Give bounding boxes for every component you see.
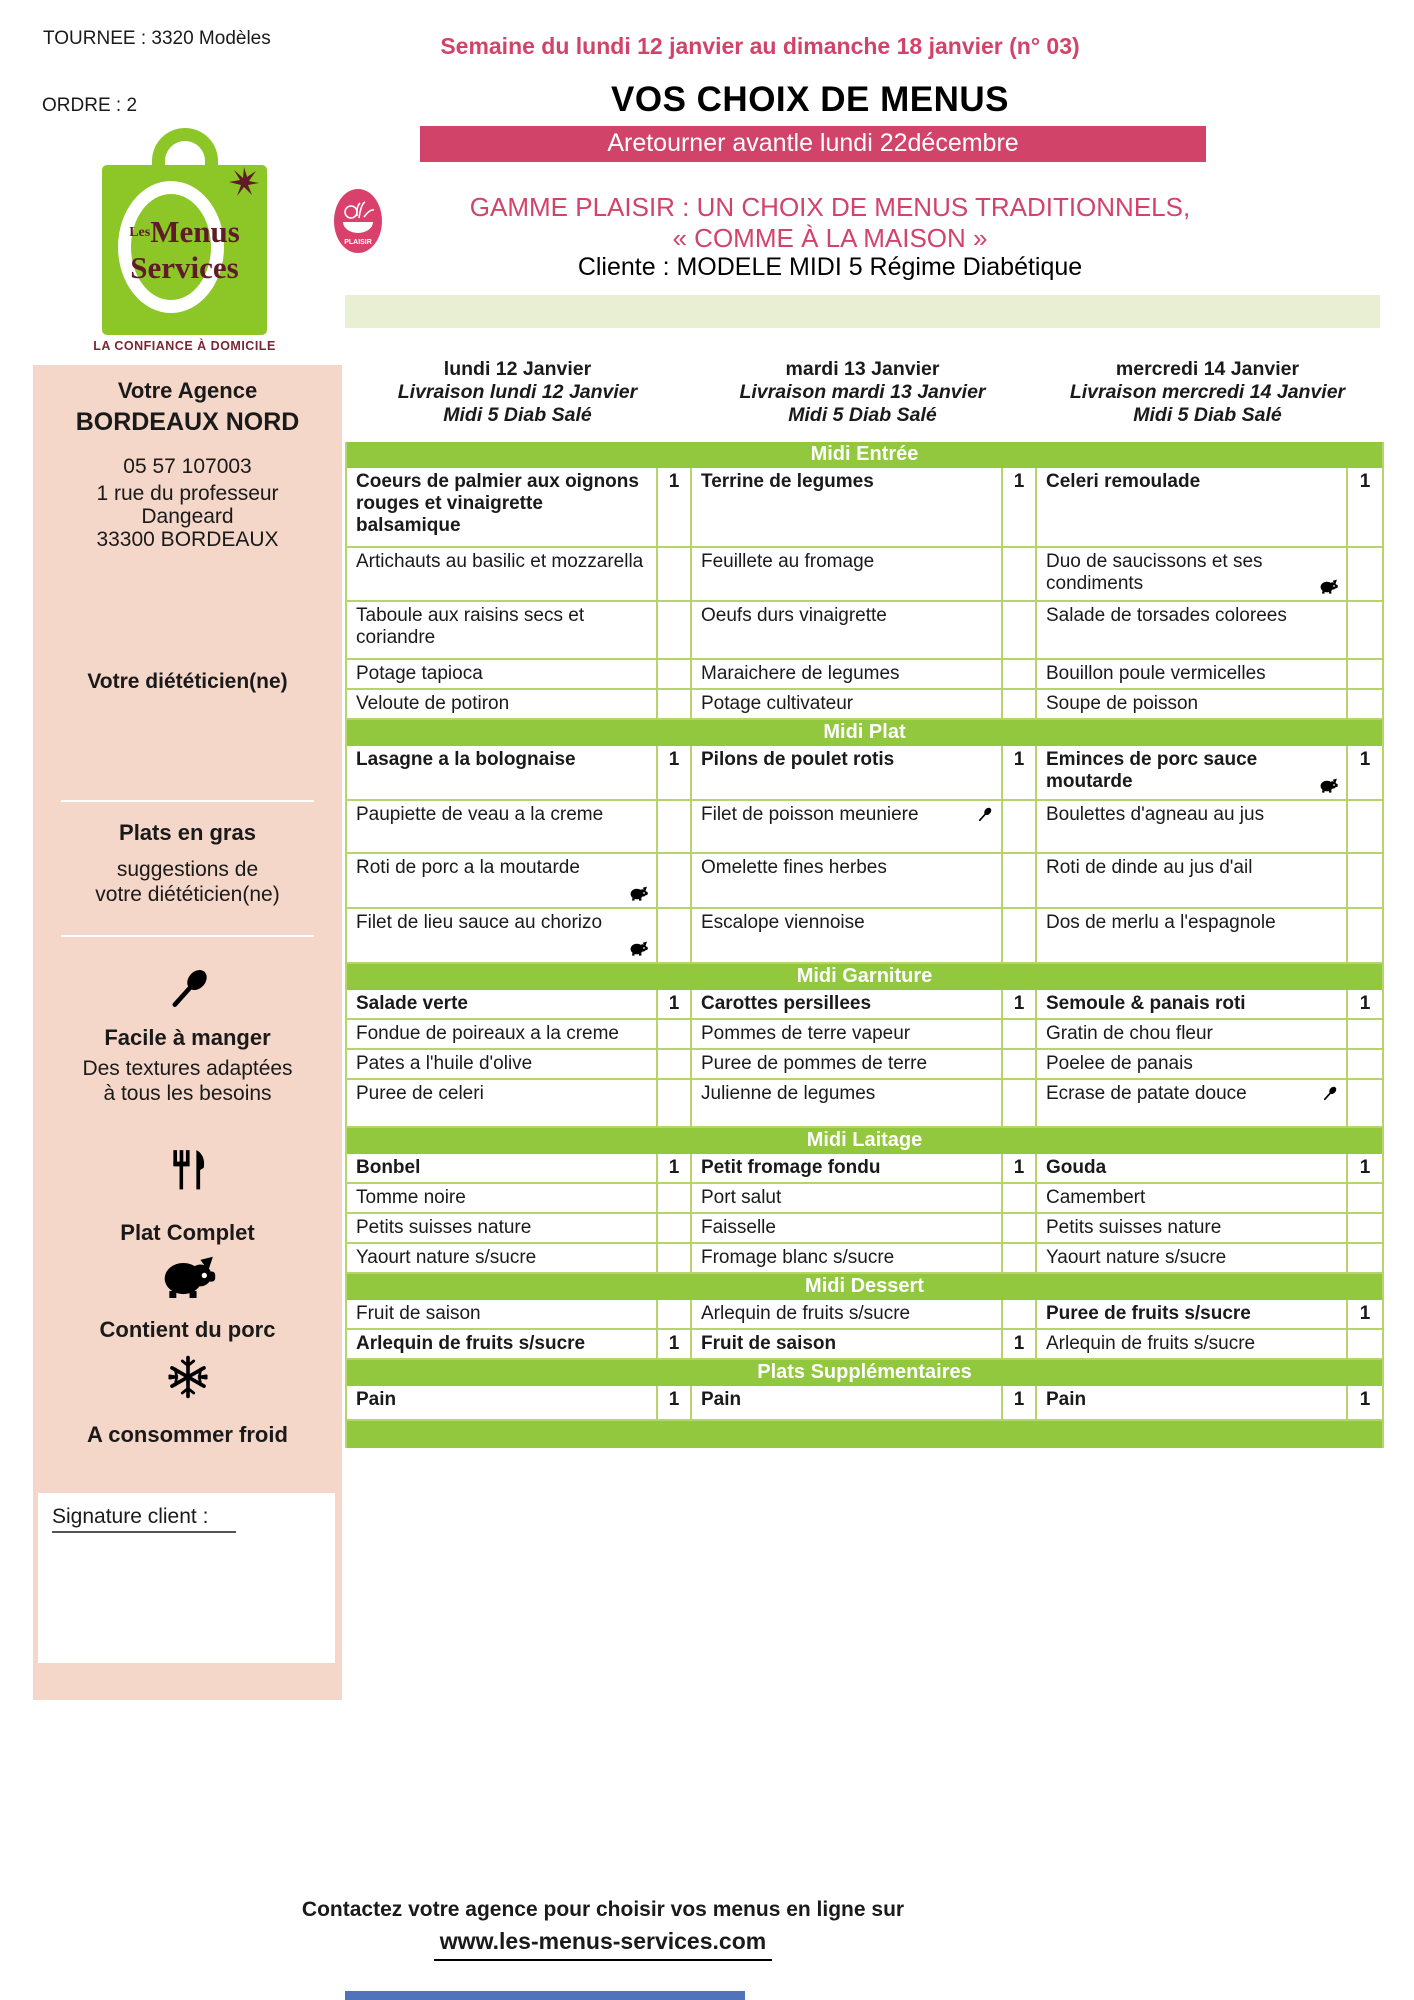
dietician-label: Votre diététicien(ne) bbox=[87, 670, 288, 693]
menu-item-cell bbox=[692, 990, 1003, 1018]
menu-item-text: Poelee de panais bbox=[1046, 1053, 1193, 1074]
fork-knife-icon bbox=[33, 1147, 342, 1193]
menu-row bbox=[347, 1020, 1382, 1050]
menu-item-cell bbox=[1037, 660, 1348, 688]
day-column-headers bbox=[345, 358, 1380, 427]
menu-item-text: Julienne de legumes bbox=[701, 1083, 876, 1104]
menu-item-text: Petits suisses nature bbox=[1046, 1217, 1222, 1238]
menu-item-cell bbox=[347, 1214, 658, 1242]
menu-item-cell bbox=[347, 1330, 658, 1358]
quantity-cell bbox=[658, 690, 692, 718]
menu-item-text: Lasagne a la bolognaise bbox=[356, 749, 576, 770]
gamme-title-line1: GAMME PLAISIR : UN CHOIX DE MENUS TRADITIONNELS, bbox=[469, 192, 1191, 222]
menu-item-text: Pates a l'huile d'olive bbox=[356, 1053, 533, 1074]
menu-item-cell bbox=[692, 1244, 1003, 1272]
menu-item-text: Oeufs durs vinaigrette bbox=[701, 605, 887, 626]
menu-item-cell bbox=[692, 660, 1003, 688]
quantity-cell bbox=[1003, 602, 1037, 658]
quantity-cell: 1 bbox=[1003, 990, 1037, 1018]
easy-eat-sub1: Des textures adaptées bbox=[82, 1057, 293, 1080]
menu-type-label: Midi 5 Diab Salé bbox=[788, 404, 937, 426]
menu-item-text: Terrine de legumes bbox=[701, 471, 874, 492]
menu-item-text: Artichauts au basilic et mozzarella bbox=[356, 551, 644, 572]
quantity-cell bbox=[1003, 1020, 1037, 1048]
menu-item-cell bbox=[347, 990, 658, 1018]
return-deadline-banner: Aretourner avantle lundi 22décembre bbox=[420, 126, 1206, 162]
menu-item-text: Pilons de poulet rotis bbox=[701, 749, 895, 770]
footer-website bbox=[250, 1928, 956, 1961]
quantity-cell bbox=[1003, 909, 1037, 962]
menu-item-text: Dos de merlu a l'espagnole bbox=[1046, 912, 1276, 933]
menu-item-text: Maraichere de legumes bbox=[701, 663, 900, 684]
menu-row bbox=[347, 1244, 1382, 1274]
menu-item-cell bbox=[692, 746, 1003, 799]
logo-tagline: LA CONFIANCE À DOMICILE bbox=[93, 339, 276, 353]
bottom-blue-bar bbox=[345, 1991, 745, 2000]
menu-row bbox=[347, 1300, 1382, 1330]
quantity-cell bbox=[1003, 1300, 1037, 1328]
section-band: Midi Entrée bbox=[347, 442, 1382, 468]
menu-item-cell bbox=[1037, 548, 1348, 600]
quantity-cell bbox=[1348, 801, 1382, 852]
menu-row bbox=[347, 801, 1382, 854]
menu-row bbox=[347, 990, 1382, 1020]
menu-item-cell bbox=[1037, 1330, 1348, 1358]
menu-item-text: Filet de lieu sauce au chorizo bbox=[356, 912, 603, 933]
menu-item-cell bbox=[347, 548, 658, 600]
menu-row bbox=[347, 548, 1382, 602]
menu-item-text: Filet de poisson meuniere bbox=[701, 804, 919, 825]
quantity-cell bbox=[1348, 548, 1382, 600]
consume-cold-title: A consommer froid bbox=[87, 1422, 288, 1447]
quantity-cell bbox=[1348, 1050, 1382, 1078]
menu-item-text: Boulettes d'agneau au jus bbox=[1046, 804, 1265, 825]
quantity-cell bbox=[1348, 1244, 1382, 1272]
menu-item-text: Petits suisses nature bbox=[356, 1217, 532, 1238]
quantity-cell: 1 bbox=[1003, 1386, 1037, 1419]
quantity-cell: 1 bbox=[658, 1330, 692, 1358]
menu-item-cell bbox=[347, 1184, 658, 1212]
menu-item-text: Semoule & panais roti bbox=[1046, 993, 1246, 1014]
pale-green-band bbox=[345, 295, 1380, 328]
menu-item-text: Arlequin de fruits s/sucre bbox=[1046, 1333, 1256, 1354]
menu-row bbox=[347, 1184, 1382, 1214]
complete-dish-title: Plat Complet bbox=[120, 1220, 255, 1245]
quantity-cell bbox=[1003, 1050, 1037, 1078]
menu-item-cell bbox=[1037, 1080, 1348, 1126]
quantity-cell: 1 bbox=[1003, 1330, 1037, 1358]
quantity-cell bbox=[658, 1080, 692, 1126]
quantity-cell: 1 bbox=[1003, 468, 1037, 546]
menu-item-text: Fruit de saison bbox=[356, 1303, 481, 1324]
menu-item-text: Port salut bbox=[701, 1187, 782, 1208]
menu-item-cell bbox=[347, 854, 658, 907]
menu-item-cell bbox=[1037, 468, 1348, 546]
menu-row bbox=[347, 1050, 1382, 1080]
menu-row bbox=[347, 1386, 1382, 1421]
menu-item-text: Taboule aux raisins secs et coriandre bbox=[356, 605, 585, 648]
menu-item-text: Yaourt nature s/sucre bbox=[1046, 1247, 1227, 1268]
agency-address-line3: 33300 BORDEAUX bbox=[96, 528, 279, 551]
day-column-header bbox=[690, 358, 1035, 427]
quantity-cell bbox=[1003, 854, 1037, 907]
bag-icon bbox=[102, 165, 267, 335]
quantity-cell bbox=[1003, 1244, 1037, 1272]
menu-item-cell bbox=[692, 909, 1003, 962]
menu-item-cell bbox=[1037, 1300, 1348, 1328]
menu-item-text: Coeurs de palmier aux oignons rouges et vinaigrette balsamique bbox=[356, 471, 639, 536]
menu-item-text: Arlequin de fruits s/sucre bbox=[356, 1333, 586, 1354]
quantity-cell bbox=[658, 1050, 692, 1078]
section-band: Plats Supplémentaires bbox=[347, 1360, 1382, 1386]
quantity-cell bbox=[658, 854, 692, 907]
quantity-cell bbox=[1348, 909, 1382, 962]
quantity-cell bbox=[1348, 1330, 1382, 1358]
menu-item-text: Pain bbox=[356, 1389, 397, 1410]
menu-item-cell bbox=[692, 1214, 1003, 1242]
menu-row bbox=[347, 468, 1382, 548]
quantity-cell bbox=[1003, 801, 1037, 852]
quantity-cell bbox=[1003, 690, 1037, 718]
menu-item-cell bbox=[692, 1080, 1003, 1126]
menu-item-text: Soupe de poisson bbox=[1046, 693, 1199, 714]
agency-address-line1: 1 rue du professeur bbox=[96, 482, 279, 505]
quantity-cell: 1 bbox=[1003, 746, 1037, 799]
easy-eat-title: Facile à manger bbox=[104, 1025, 271, 1050]
menu-item-cell bbox=[347, 1300, 658, 1328]
menu-item-text: Puree de pommes de terre bbox=[701, 1053, 928, 1074]
quantity-cell bbox=[1348, 602, 1382, 658]
menu-item-text: Omelette fines herbes bbox=[701, 857, 887, 878]
quantity-cell bbox=[1003, 1214, 1037, 1242]
menu-row bbox=[347, 660, 1382, 690]
quantity-cell: 1 bbox=[1359, 471, 1371, 492]
quantity-cell bbox=[1348, 660, 1382, 688]
quantity-cell: 1 bbox=[1359, 1389, 1371, 1410]
menu-item-cell bbox=[1037, 690, 1348, 718]
menu-item-text: Feuillete au fromage bbox=[701, 551, 875, 572]
section-band: Midi Garniture bbox=[347, 964, 1382, 990]
delivery-label: Livraison mardi 13 Janvier bbox=[739, 381, 986, 403]
star-icon bbox=[229, 167, 259, 197]
agency-address-line2: Dangeard bbox=[141, 505, 234, 528]
client-line: Cliente : MODELE MIDI 5 Régime Diabétique bbox=[577, 253, 1083, 281]
menu-item-cell bbox=[1037, 1386, 1348, 1419]
menu-item-text: Paupiette de veau a la creme bbox=[356, 804, 604, 825]
menu-item-cell bbox=[1037, 1050, 1348, 1078]
spoon-icon bbox=[976, 804, 993, 849]
menu-item-cell bbox=[1037, 909, 1348, 962]
quantity-cell: 1 bbox=[1359, 993, 1371, 1014]
pig-icon bbox=[629, 912, 648, 959]
menu-item-text: Ecrase de patate douce bbox=[1046, 1083, 1247, 1104]
agency-sidebar bbox=[33, 365, 342, 1700]
quantity-cell bbox=[1348, 854, 1382, 907]
menu-row bbox=[347, 1330, 1382, 1360]
menu-item-text: Bonbel bbox=[356, 1157, 421, 1178]
menu-item-text: Fruit de saison bbox=[701, 1333, 837, 1354]
divider bbox=[61, 935, 314, 937]
quantity-cell bbox=[1003, 1080, 1037, 1126]
quantity-cell bbox=[658, 909, 692, 962]
menu-row bbox=[347, 746, 1382, 801]
day-label: mercredi 14 Janvier bbox=[1115, 358, 1300, 380]
menu-row bbox=[347, 690, 1382, 720]
quantity-cell bbox=[1348, 1020, 1382, 1048]
menu-item-cell bbox=[692, 690, 1003, 718]
menu-item-text: Gouda bbox=[1046, 1157, 1107, 1178]
quantity-cell bbox=[658, 548, 692, 600]
quantity-cell bbox=[1003, 1184, 1037, 1212]
pig-icon bbox=[1319, 749, 1338, 796]
menu-item-cell bbox=[347, 1080, 658, 1126]
menu-item-cell bbox=[347, 468, 658, 546]
agency-name: BORDEAUX NORD bbox=[75, 408, 300, 436]
menu-item-text: Faisselle bbox=[701, 1217, 776, 1238]
menu-item-text: Camembert bbox=[1046, 1187, 1146, 1208]
bold-dishes-sub2: votre diététicien(ne) bbox=[95, 883, 280, 906]
pig-icon bbox=[1319, 551, 1338, 597]
menu-table bbox=[345, 442, 1384, 1448]
menu-item-text: Puree de celeri bbox=[356, 1083, 484, 1104]
menu-item-text: Pommes de terre vapeur bbox=[701, 1023, 911, 1044]
quantity-cell: 1 bbox=[658, 1386, 692, 1419]
quantity-cell: 1 bbox=[658, 746, 692, 799]
section-band: Midi Plat bbox=[347, 720, 1382, 746]
pig-icon bbox=[629, 857, 648, 904]
menu-row bbox=[347, 909, 1382, 964]
bold-dishes-sub1: suggestions de bbox=[116, 858, 259, 881]
menu-item-text: Potage tapioca bbox=[356, 663, 483, 684]
footer-contact-line: Contactez votre agence pour choisir vos menus en ligne sur bbox=[301, 1898, 905, 1921]
menu-row bbox=[347, 854, 1382, 909]
menu-item-cell bbox=[1037, 1214, 1348, 1242]
section-band: Midi Laitage bbox=[347, 1128, 1382, 1154]
menu-item-cell bbox=[347, 690, 658, 718]
menu-item-text: Celeri remoulade bbox=[1046, 471, 1201, 492]
menu-item-cell bbox=[692, 854, 1003, 907]
menu-item-cell bbox=[1037, 602, 1348, 658]
menu-item-text: Pain bbox=[701, 1389, 742, 1410]
menu-item-text: Fondue de poireaux a la creme bbox=[356, 1023, 619, 1044]
menu-item-text: Bouillon poule vermicelles bbox=[1046, 663, 1266, 684]
quantity-cell bbox=[658, 1020, 692, 1048]
menu-row bbox=[347, 1214, 1382, 1244]
delivery-label: Livraison lundi 12 Janvier bbox=[397, 381, 638, 403]
menu-type-label: Midi 5 Diab Salé bbox=[443, 404, 592, 426]
menu-item-text: Carottes persillees bbox=[701, 993, 872, 1014]
quantity-cell bbox=[658, 1300, 692, 1328]
easy-eat-sub2: à tous les besoins bbox=[103, 1082, 272, 1105]
quantity-cell bbox=[1348, 1184, 1382, 1212]
menu-item-cell bbox=[692, 548, 1003, 600]
menu-item-cell bbox=[1037, 1020, 1348, 1048]
menu-item-text: Gratin de chou fleur bbox=[1046, 1023, 1213, 1044]
menu-row bbox=[347, 1080, 1382, 1128]
menu-item-text: Salade verte bbox=[356, 993, 468, 1014]
menus-services-logo bbox=[102, 128, 267, 335]
agency-title: Votre Agence bbox=[117, 378, 258, 403]
menu-item-cell bbox=[347, 602, 658, 658]
menu-row bbox=[347, 602, 1382, 660]
signature-box bbox=[38, 1493, 335, 1663]
agency-phone: 05 57 107003 bbox=[123, 455, 252, 478]
quantity-cell bbox=[658, 602, 692, 658]
gamme-title-line2: « COMME À LA MAISON » bbox=[672, 223, 988, 253]
day-label: mardi 13 Janvier bbox=[785, 358, 940, 380]
menu-item-cell bbox=[347, 1050, 658, 1078]
menu-item-cell bbox=[1037, 1244, 1348, 1272]
logo-wordmark: LesMenus Services bbox=[129, 214, 240, 285]
menu-item-text: Eminces de porc sauce moutarde bbox=[1046, 749, 1258, 792]
menu-item-text: Tomme noire bbox=[356, 1187, 466, 1208]
menu-row bbox=[347, 1154, 1382, 1184]
menu-item-cell bbox=[692, 1050, 1003, 1078]
quantity-cell: 1 bbox=[658, 468, 692, 546]
menu-item-cell bbox=[692, 602, 1003, 658]
plaisir-badge-icon bbox=[333, 188, 383, 254]
ordre-label: ORDRE : 2 bbox=[42, 95, 138, 116]
bold-dishes-title: Plats en gras bbox=[119, 820, 256, 845]
day-column-header bbox=[345, 358, 690, 427]
menu-item-text: Roti de dinde au jus d'ail bbox=[1046, 857, 1253, 878]
menu-item-cell bbox=[347, 746, 658, 799]
quantity-cell bbox=[658, 801, 692, 852]
menu-item-cell bbox=[347, 801, 658, 852]
menu-item-cell bbox=[692, 1330, 1003, 1358]
signature-label: Signature client : bbox=[52, 1505, 236, 1533]
quantity-cell: 1 bbox=[1003, 1154, 1037, 1182]
menu-item-cell bbox=[1037, 854, 1348, 907]
day-label: lundi 12 Janvier bbox=[443, 358, 592, 380]
quantity-cell bbox=[658, 1214, 692, 1242]
plaisir-badge-label: PLAISIR bbox=[344, 239, 372, 246]
menu-item-cell bbox=[692, 1300, 1003, 1328]
page-title: VOS CHOIX DE MENUS bbox=[611, 80, 1009, 119]
menu-item-cell bbox=[347, 1244, 658, 1272]
menu-item-cell bbox=[347, 1020, 658, 1048]
menu-item-cell bbox=[692, 1184, 1003, 1212]
menu-type-label: Midi 5 Diab Salé bbox=[1133, 404, 1282, 426]
contains-pork-title: Contient du porc bbox=[99, 1317, 276, 1342]
menu-item-cell bbox=[1037, 1184, 1348, 1212]
quantity-cell: 1 bbox=[1359, 749, 1371, 770]
menu-item-text: Fromage blanc s/sucre bbox=[701, 1247, 895, 1268]
menu-item-text: Pain bbox=[1046, 1389, 1087, 1410]
quantity-cell: 1 bbox=[1359, 1157, 1371, 1178]
quantity-cell bbox=[1348, 1080, 1382, 1126]
menu-item-cell bbox=[1037, 990, 1348, 1018]
quantity-cell bbox=[1003, 660, 1037, 688]
menu-item-cell bbox=[1037, 1154, 1348, 1182]
menu-item-cell bbox=[692, 468, 1003, 546]
spoon-icon bbox=[33, 965, 342, 1015]
menu-item-cell bbox=[692, 801, 1003, 852]
menu-item-text: Yaourt nature s/sucre bbox=[356, 1247, 537, 1268]
quantity-cell bbox=[1348, 690, 1382, 718]
quantity-cell bbox=[658, 1184, 692, 1212]
quantity-cell bbox=[658, 1244, 692, 1272]
menu-item-text: Duo de saucissons et ses condiments bbox=[1046, 551, 1263, 594]
menu-item-cell bbox=[347, 909, 658, 962]
menu-item-text: Salade de torsades colorees bbox=[1046, 605, 1287, 626]
menu-item-text: Puree de fruits s/sucre bbox=[1046, 1303, 1251, 1324]
menu-item-text: Arlequin de fruits s/sucre bbox=[701, 1303, 911, 1324]
delivery-label: Livraison mercredi 14 Janvier bbox=[1069, 381, 1346, 403]
menu-item-text: Potage cultivateur bbox=[701, 693, 854, 714]
spoon-icon bbox=[1321, 1083, 1338, 1123]
quantity-cell: 1 bbox=[658, 1154, 692, 1182]
menu-item-cell bbox=[347, 1386, 658, 1419]
menu-item-cell bbox=[347, 660, 658, 688]
menu-item-cell bbox=[1037, 746, 1348, 799]
website-link[interactable]: www.les-menus-services.com bbox=[434, 1928, 772, 1961]
menu-item-text: Petit fromage fondu bbox=[701, 1157, 881, 1178]
section-band: Midi Dessert bbox=[347, 1274, 1382, 1300]
quantity-cell bbox=[658, 660, 692, 688]
quantity-cell: 1 bbox=[1359, 1303, 1371, 1324]
quantity-cell bbox=[1348, 1214, 1382, 1242]
menu-item-cell bbox=[692, 1154, 1003, 1182]
day-column-header bbox=[1035, 358, 1380, 427]
menu-item-cell bbox=[1037, 801, 1348, 852]
table-end-band bbox=[347, 1421, 1382, 1448]
menu-item-cell bbox=[692, 1020, 1003, 1048]
menu-item-cell bbox=[347, 1154, 658, 1182]
quantity-cell bbox=[1003, 548, 1037, 600]
snowflake-icon bbox=[33, 1353, 342, 1401]
pig-icon bbox=[33, 1255, 342, 1299]
tournee-label: TOURNEE : 3320 Modèles bbox=[43, 28, 271, 49]
menu-item-text: Escalope viennoise bbox=[701, 912, 865, 933]
quantity-cell: 1 bbox=[658, 990, 692, 1018]
menu-item-text: Roti de porc a la moutarde bbox=[356, 857, 580, 878]
menu-item-text: Veloute de potiron bbox=[356, 693, 510, 714]
week-title: Semaine du lundi 12 janvier au dimanche 18 janvier (n° 03) bbox=[440, 33, 1080, 59]
menu-item-cell bbox=[692, 1386, 1003, 1419]
divider bbox=[61, 800, 314, 802]
